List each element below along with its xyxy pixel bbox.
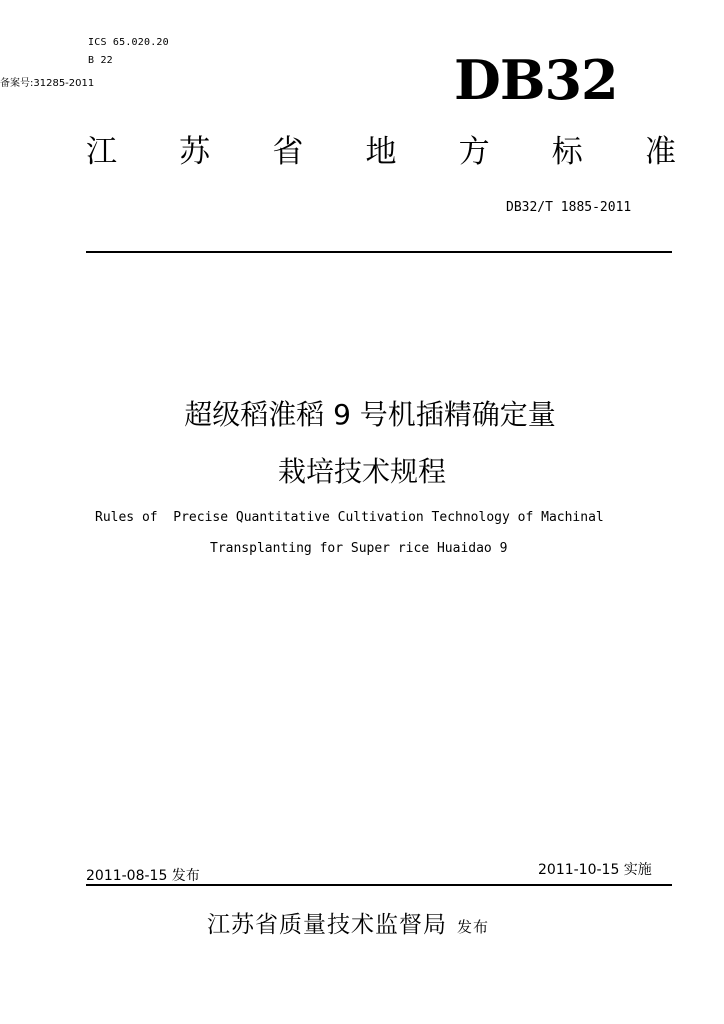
standard-type-char: 苏 <box>179 134 211 170</box>
bottom-divider <box>86 884 672 886</box>
standard-type-char: 方 <box>458 134 490 170</box>
implementation-date: 2011-10-15 实施 <box>538 862 652 878</box>
standard-type-char: 省 <box>272 134 304 170</box>
issuer-name: 江苏省质量技术监督局 <box>207 912 447 938</box>
db32-logo: DB32 <box>454 48 618 112</box>
standard-type-heading <box>86 132 676 172</box>
ccs-code: B 22 <box>88 55 113 66</box>
standard-type-char: 准 <box>644 134 676 170</box>
title-en-line1: Rules of Precise Quantitative Cultivation Technology of Machinal <box>95 510 604 525</box>
ics-code: ICS 65.020.20 <box>88 37 169 48</box>
standard-type-char: 江 <box>86 134 117 170</box>
standard-type-char: 地 <box>365 134 397 170</box>
issue-date: 2011-08-15 发布 <box>86 868 200 884</box>
title-en-line2: Transplanting for Super rice Huaidao 9 <box>210 541 508 556</box>
standard-code: DB32/T 1885-2011 <box>506 200 632 215</box>
title-cn-line1: 超级稻淮稻 9 号机插精确定量 <box>184 398 556 431</box>
top-divider <box>86 251 672 253</box>
standard-type-char: 标 <box>551 134 583 170</box>
issuer-suffix: 发布 <box>457 918 490 936</box>
filing-number: 备案号:31285-2011 <box>0 78 95 89</box>
issuing-authority <box>207 906 489 939</box>
title-cn-line2: 栽培技术规程 <box>277 455 446 488</box>
